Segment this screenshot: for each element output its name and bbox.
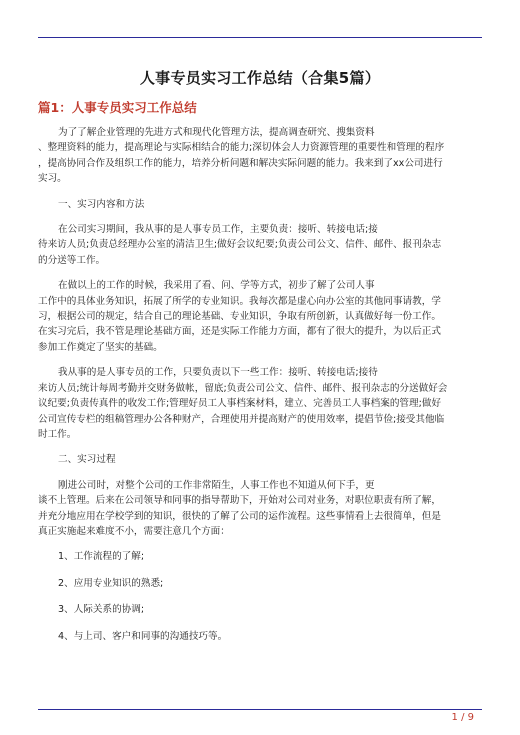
list-item: 4、与上司、客户和同事的沟通技巧等。 [58, 630, 228, 642]
text-line: 真正实施起来难度不小，需要注意几个方面： [38, 525, 230, 537]
text-line: 议纪要;负责传真件的收发工作;管理好员工人事档案材料，建立、完善员工人事档案的管理;做好 [38, 398, 442, 410]
header-rule [38, 37, 482, 38]
heading-content-method [38, 197, 482, 212]
text-line: 公司宣传专栏的组稿管理办公各种财产，合理使用并提高财产的使用效率，提倡节俭;接受其他临 [38, 413, 445, 425]
paragraph-responsibilities [38, 365, 482, 442]
text-line: 一、实习内容和方法 [58, 198, 145, 210]
list-item: 2、应用专业知识的熟悉; [58, 577, 164, 589]
text-line: 我从事的是人事专员的工作，只要负责以下一些工作：接听、转接电话;接待 [58, 367, 378, 379]
footer-rule [38, 709, 482, 710]
text-line: 来访人员;统计每周考勤并交财务做帐，留底;负责公司公文、信件、邮件、报刊杂志的分送做好会 [38, 382, 448, 394]
text-line: 谈不上管理。后来在公司领导和同事的指导帮助下，开始对公司对业务，对职位职责有所了解， [38, 495, 441, 507]
text-line: 实习。 [38, 173, 67, 185]
text-line: 在实习完后，我不管是理论基础方面，还是实际工作能力方面，都有了很大的提升，为以后正式 [38, 326, 441, 338]
text-line: 工作中的具体业务知识，拓展了所学的专业知识。我每次都是虚心向办公室的其他同事请教，学 [38, 295, 441, 307]
paragraph-process [38, 478, 482, 540]
text-line: 二、实习过程 [58, 454, 116, 466]
paragraph-duties [38, 222, 482, 268]
document-body [38, 125, 482, 655]
text-line: 参加工作奠定了坚实的基础。 [38, 341, 163, 353]
paragraph-learning [38, 278, 482, 355]
page-indicator: 1 / 9 [451, 712, 474, 723]
text-line: 刚进公司时，对整个公司的工作非常陌生，人事工作也不知道从何下手，更 [58, 479, 375, 491]
text-line: 在做以上的工作的时候，我采用了看、问、学等方式，初步了解了公司人事 [58, 280, 375, 292]
section-title: 篇1：人事专员实习工作总结 [38, 100, 197, 115]
text-line: 为了了解企业管理的先进方式和现代化管理方法，提高调查研究、搜集资料 [58, 127, 375, 138]
paragraph-intro [38, 125, 482, 187]
text-line: 待来访人员;负责总经理办公室的清洁卫生;做好会议纪要;负责公司公文、信件、邮件、报刊杂志 [38, 239, 442, 251]
text-line: 的分送等工作。 [38, 254, 106, 266]
list-item: 3、人际关系的协调; [58, 604, 145, 616]
list-item: 1、工作流程的了解; [58, 551, 145, 563]
text-line: 在公司实习期间，我从事的是人事专员工作，主要负责：接听、转接电话;接 [58, 224, 378, 236]
text-line: 习，根据公司的规定，结合自己的理论基础、专业知识，争取有所创新，认真做好每一份工作。 [38, 311, 441, 323]
heading-process [38, 452, 482, 467]
text-line: 时工作。 [38, 428, 77, 440]
text-line: ，提高协同合作及组织工作的能力，培养分析问题和解决实际问题的能力。我来到了xx公司进行 [38, 157, 443, 169]
text-line: 、整理资料的能力，提高理论与实际相结合的能力;深切体会人力资源管理的重要性和管理的程序 [38, 142, 445, 154]
page-title: 人事专员实习工作总结（合集5篇） [139, 69, 381, 87]
text-line: 并充分地应用在学校学到的知识，很快的了解了公司的运作流程。这些事情看上去很简单，但是 [38, 510, 441, 522]
